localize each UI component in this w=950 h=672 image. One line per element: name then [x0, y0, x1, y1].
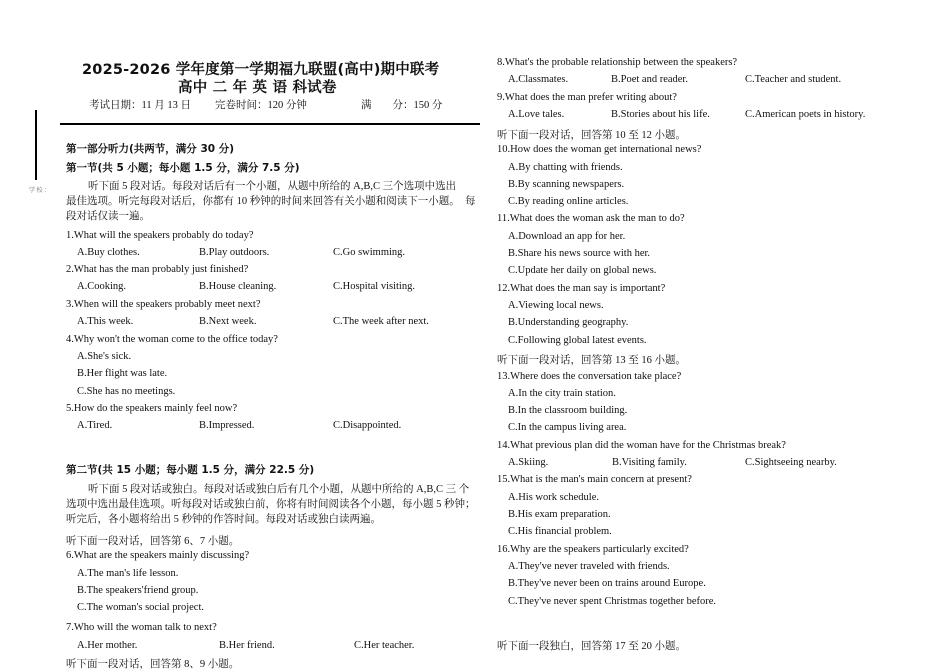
q1-option-b: B.Play outdoors. [199, 247, 270, 258]
section2-heading: 第二节(共 15 小题；每小题 1.5 分，满分 22.5 分) [66, 464, 315, 476]
lead-q6-7: 听下面一段对话，回答第 6、7 小题。 [66, 536, 240, 547]
question-9: 9.What does the man prefer writing about? [497, 92, 677, 103]
q16-option-b: B.They've never been on trains around Europe. [508, 578, 706, 589]
q6-option-a: A.The man's life lesson. [77, 568, 179, 579]
q16-option-c: C.They've never spent Christmas together before. [508, 596, 717, 607]
question-10: 10.How does the woman get international news? [497, 144, 702, 155]
q11-option-c: C.Update her daily on global news. [508, 265, 657, 276]
question-11: 11.What does the woman ask the man to do? [497, 213, 685, 224]
q3-option-c: C.The week after next. [333, 316, 429, 327]
section1-heading: 第一节(共 5 小题；每小题 1.5 分，满分 7.5 分) [66, 162, 300, 174]
q13-option-c: C.In the campus living area. [508, 422, 627, 433]
q9-option-b: B.Stories about his life. [611, 109, 710, 120]
question-1: 1.What will the speakers probably do today? [66, 230, 254, 241]
q13-option-b: B.In the classroom building. [508, 405, 628, 416]
q6-option-c: C.The woman's social project. [77, 602, 204, 613]
q3-option-a: A.This week. [77, 316, 134, 327]
question-4: 4.Why won't the woman come to the office today? [66, 334, 278, 345]
q5-option-b: B.Impressed. [199, 420, 255, 431]
q4-option-b: B.Her flight was late. [77, 368, 168, 379]
q7-option-c: C.Her teacher. [354, 640, 415, 651]
section2-instructions: 听下面 5 段对话或独白。每段对话或独白后有几个小题，从题中所给的 A,B,C 三 个选项中选出最佳选项。听每段对话或独白前，你将有时间阅读各个小题，每小题 5 秒钟；听完后，各小题将给出 5 秒钟的作答时间。每段对话或独白读两遍。 [66, 484, 476, 525]
q7-option-a: A.Her mother. [77, 640, 138, 651]
q2-option-c: C.Hospital visiting. [333, 281, 415, 292]
q14-option-a: A.Skiing. [508, 457, 549, 468]
exam-title: 2025-2026 学年度第一学期福九联盟(高中)期中联考 [82, 62, 440, 78]
question-14: 14.What previous plan did the woman have for the Christmas break? [497, 440, 786, 451]
q15-option-b: B.His exam preparation. [508, 509, 611, 520]
q1-option-c: C.Go swimming. [333, 247, 406, 258]
question-7: 7.Who will the woman talk to next? [66, 622, 217, 633]
q9-option-a: A.Love tales. [508, 109, 565, 120]
exam-duration: 完卷时间：120 分钟 [215, 100, 307, 111]
q14-option-b: B.Visiting family. [612, 457, 687, 468]
part1-heading: 第一部分听力(共两节，满分 30 分) [66, 143, 235, 155]
q4-option-a: A.She's sick. [77, 351, 132, 362]
margin-school-label: 学 校 ： [29, 188, 51, 194]
q3-option-b: B.Next week. [199, 316, 257, 327]
q7-option-b: B.Her friend. [219, 640, 275, 651]
q15-option-a: A.His work schedule. [508, 492, 599, 503]
q12-option-b: B.Understanding geography. [508, 317, 629, 328]
q5-option-a: A.Tired. [77, 420, 113, 431]
q16-option-a: A.They've never traveled with friends. [508, 561, 670, 572]
question-16: 16.Why are the speakers particularly excited? [497, 544, 689, 555]
q11-option-a: A.Download an app for her. [508, 231, 626, 242]
q4-option-c: C.She has no meetings. [77, 386, 176, 397]
exam-total-score: 满 分：150 分 [361, 100, 443, 111]
exam-subtitle: 高中 二 年 英 语 科试卷 [178, 80, 337, 96]
binding-line [35, 110, 37, 180]
q13-option-a: A.In the city train station. [508, 388, 616, 399]
q11-option-b: B.Share his news source with her. [508, 248, 651, 259]
q8-option-c: C.Teacher and student. [745, 74, 842, 85]
q9-option-c: C.American poets in history. [745, 109, 866, 120]
question-13: 13.Where does the conversation take place? [497, 371, 682, 382]
q8-option-a: A.Classmates. [508, 74, 569, 85]
lead-q10-12: 听下面一段对话，回答第 10 至 12 小题。 [497, 130, 686, 141]
header-divider [60, 123, 480, 125]
section1-instructions: 听下面 5 段对话。每段对话后有一个小题，从题中所给的 A,B,C 三个选项中选出 最佳选项。听完每段对话后，你都有 10 秒钟的时间来回答有关小题和阅读下一小题。 每段对话仅读一遍。 [66, 181, 476, 222]
question-6: 6.What are the speakers mainly discussing? [66, 550, 250, 561]
q1-option-a: A.Buy clothes. [77, 247, 140, 258]
question-15: 15.What is the man's main concern at present? [497, 474, 692, 485]
q15-option-c: C.His financial problem. [508, 526, 612, 537]
lead-q17-20: 听下面一段独白，回答第 17 至 20 小题。 [497, 641, 686, 652]
q14-option-c: C.Sightseeing nearby. [745, 457, 837, 468]
question-12: 12.What does the man say is important? [497, 283, 666, 294]
q10-option-c: C.By reading online articles. [508, 196, 629, 207]
q10-option-a: A.By chatting with friends. [508, 162, 623, 173]
q12-option-c: C.Following global latest events. [508, 335, 647, 346]
lead-q13-16: 听下面一段对话，回答第 13 至 16 小题。 [497, 355, 686, 366]
q10-option-b: B.By scanning newspapers. [508, 179, 625, 190]
lead-q8-9: 听下面一段对话，回答第 8、9 小题。 [66, 659, 240, 670]
question-2: 2.What has the man probably just finished? [66, 264, 249, 275]
question-5: 5.How do the speakers mainly feel now? [66, 403, 238, 414]
q12-option-a: A.Viewing local news. [508, 300, 604, 311]
q8-option-b: B.Poet and reader. [611, 74, 688, 85]
q5-option-c: C.Disappointed. [333, 420, 402, 431]
question-8: 8.What's the probable relationship between the speakers? [497, 57, 738, 68]
question-3: 3.When will the speakers probably meet next? [66, 299, 261, 310]
q6-option-b: B.The speakers'friend group. [77, 585, 199, 596]
q2-option-b: B.House cleaning. [199, 281, 277, 292]
q2-option-a: A.Cooking. [77, 281, 127, 292]
exam-date: 考试日期：11 月 13 日 [89, 100, 191, 111]
